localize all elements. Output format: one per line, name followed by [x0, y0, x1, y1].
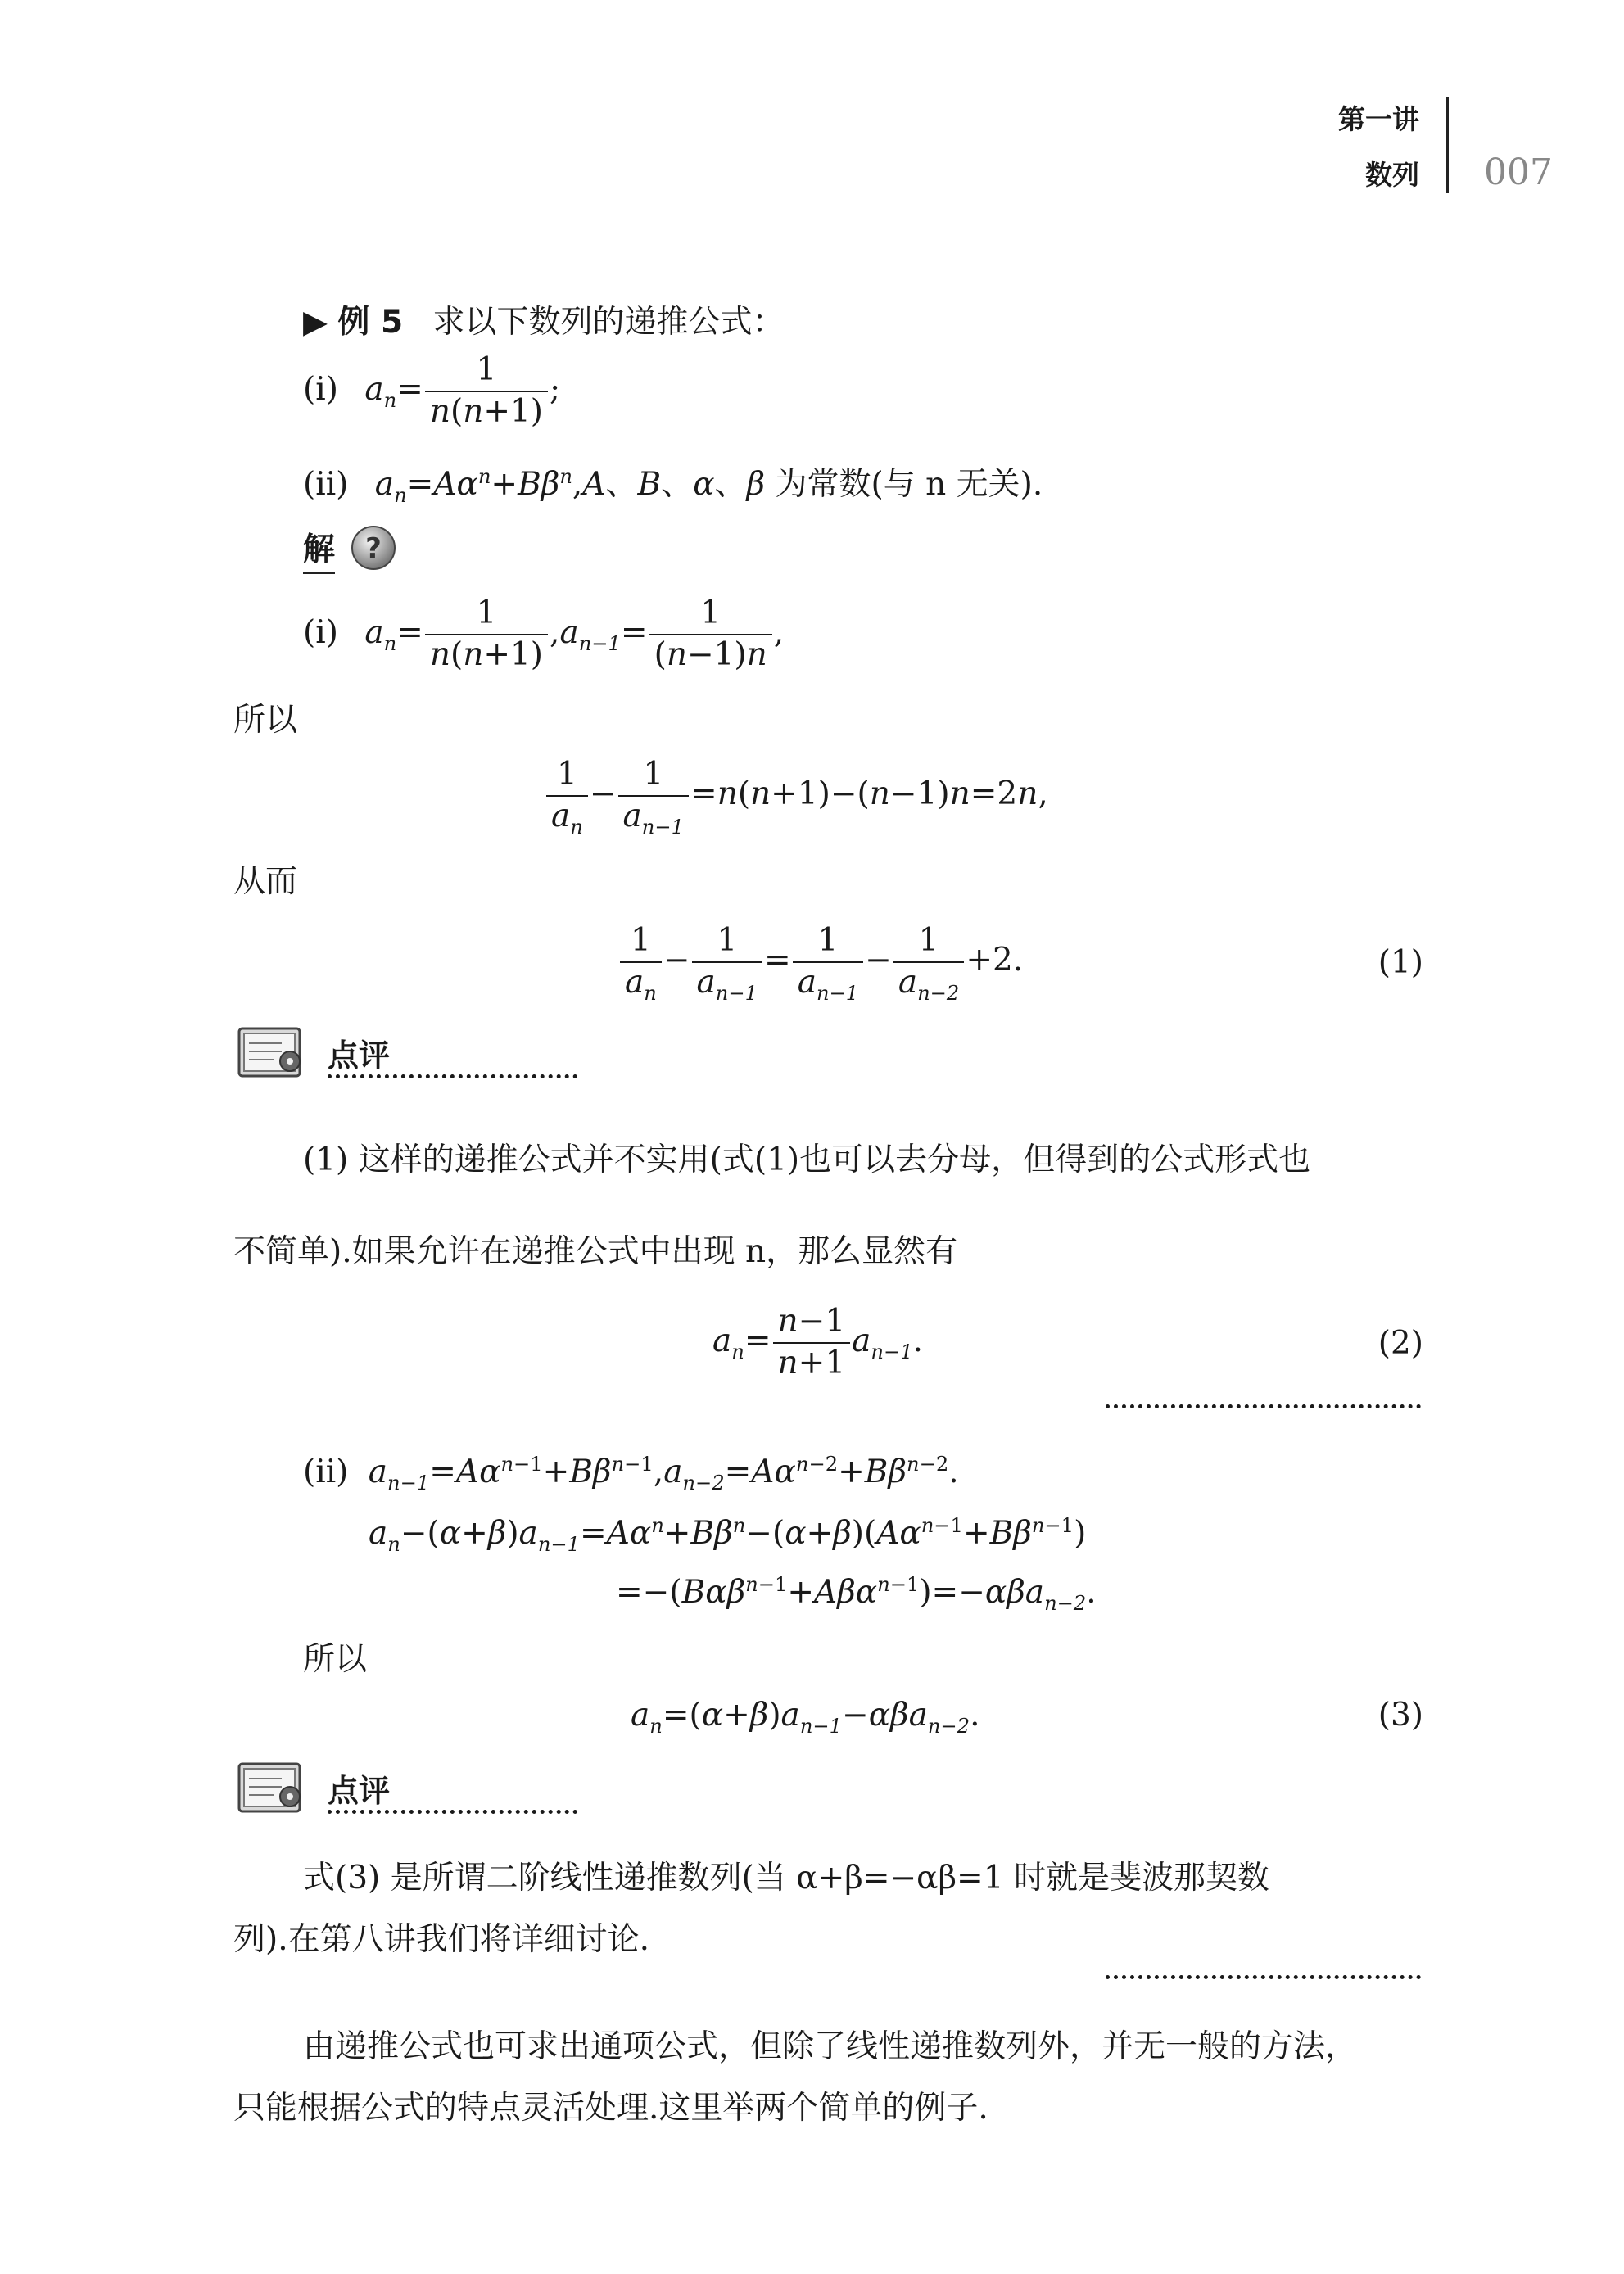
solution-label: 解	[303, 531, 335, 574]
question-mark-icon	[350, 524, 397, 580]
solution-i-line: (i) $a_n=$ $\frac{1}{n(n+1)}$ $,a_{n-1}=$ $\frac{1}{(n-1)n}$ ,	[303, 594, 785, 673]
example-heading	[303, 296, 785, 342]
example-question: 求以下数列的递推公式：	[432, 304, 785, 341]
closing-paragraph-line-1: 由递推公式也可求出通项公式，但除了线性递推数列外，并无一般的方法，	[303, 2028, 1358, 2065]
so-label: 所以	[233, 702, 298, 739]
comment1-end-dots	[1106, 1404, 1421, 1408]
solution-ii-line-1: (ii) $a_{n-1}=A\alpha^{n-1}+B\beta^{n-1},a_{n-2}=A\alpha^{n-2}+B\beta^{n-2}$.	[303, 1453, 959, 1494]
comment1-line-2: 不简单).如果允许在递推公式中出现 n，那么显然有	[233, 1233, 958, 1270]
equation-2: $a_n=$ $\frac{n-1}{n+1}$ $a_{n-1}$.	[712, 1303, 924, 1381]
part-ii-constants-note: 为常数(与 n 无关).	[775, 466, 1043, 503]
equation-number-3: (3)	[1377, 1697, 1423, 1734]
equation-number-1: (1)	[1377, 944, 1423, 981]
comment1-line-1: (1) 这样的递推公式并不实用(式(1)也可以去分母，但得到的公式形式也	[303, 1142, 1311, 1178]
notepad-icon	[236, 1024, 311, 1083]
notepad-icon	[236, 1759, 311, 1818]
header-divider	[1446, 97, 1449, 193]
comment-title-underline-2	[328, 1810, 577, 1814]
thus-label: 从而	[233, 863, 298, 900]
equation-number-2: (2)	[1377, 1325, 1423, 1362]
solution-heading	[303, 524, 397, 580]
equation-3: $a_n=(\alpha+\beta)a_{n-1}-\alpha\beta a_{n-2}$.	[631, 1697, 980, 1738]
comment2-line-2: 列).在第八讲我们将详细讨论.	[233, 1921, 650, 1958]
comment-title-1: 点评	[328, 1038, 391, 1074]
example-label: 例 5	[337, 304, 404, 341]
comment-title-2: 点评	[328, 1773, 391, 1809]
chapter-title: 第一讲	[1338, 103, 1419, 135]
part-i-label: (i)	[303, 370, 338, 408]
part-ii-label: (ii)	[303, 466, 349, 503]
solution-ii-line-2: $a_n-(\alpha+\beta)a_{n-1}=A\alpha^n+B\beta^n-(\alpha+\beta)(A\alpha^{n-1}+B\beta^{n-1})$	[369, 1514, 1087, 1556]
comment2-line-1: 式(3) 是所谓二阶线性递推数列(当 α+β=−αβ=1 时就是斐波那契数	[303, 1860, 1269, 1897]
closing-paragraph-line-2: 只能根据公式的特点灵活处理.这里举两个简单的例子.	[233, 2090, 988, 2127]
part-i-definition: (i) $a_n=$ $\frac{1}{n(n+1)}$ ;	[303, 351, 561, 430]
equation-difference: $\frac{1}{a_n}$ − $\frac{1}{a_{n-1}}$ =n(n+1)−(n−1)n=2n,	[545, 755, 1048, 837]
comment2-end-dots	[1106, 1975, 1421, 1979]
equation-1: $\frac{1}{a_n}$ − $\frac{1}{a_{n-1}}$ = $\frac{1}{a_{n-1}}$ − $\frac{1}{a_{n-2}}$ +2.	[618, 921, 1023, 1003]
comment-title-underline-1	[328, 1074, 577, 1078]
svg-text:?: ?	[365, 532, 382, 565]
page-number: 007	[1484, 151, 1553, 193]
example-marker: ▶	[303, 304, 328, 341]
chapter-topic: 数列	[1365, 159, 1419, 191]
part-ii-definition: (ii) $a_n=A\alpha^n+B\beta^n,A$、B、α、β 为常数(与 n 无关).	[303, 465, 1043, 507]
solution-ii-line-3: =−(Bαβ$^{n-1}$+Aβα$^{n-1}$)=−αβa$_{n-2}$.	[616, 1573, 1097, 1615]
part-ii-so-label: 所以	[303, 1641, 368, 1678]
